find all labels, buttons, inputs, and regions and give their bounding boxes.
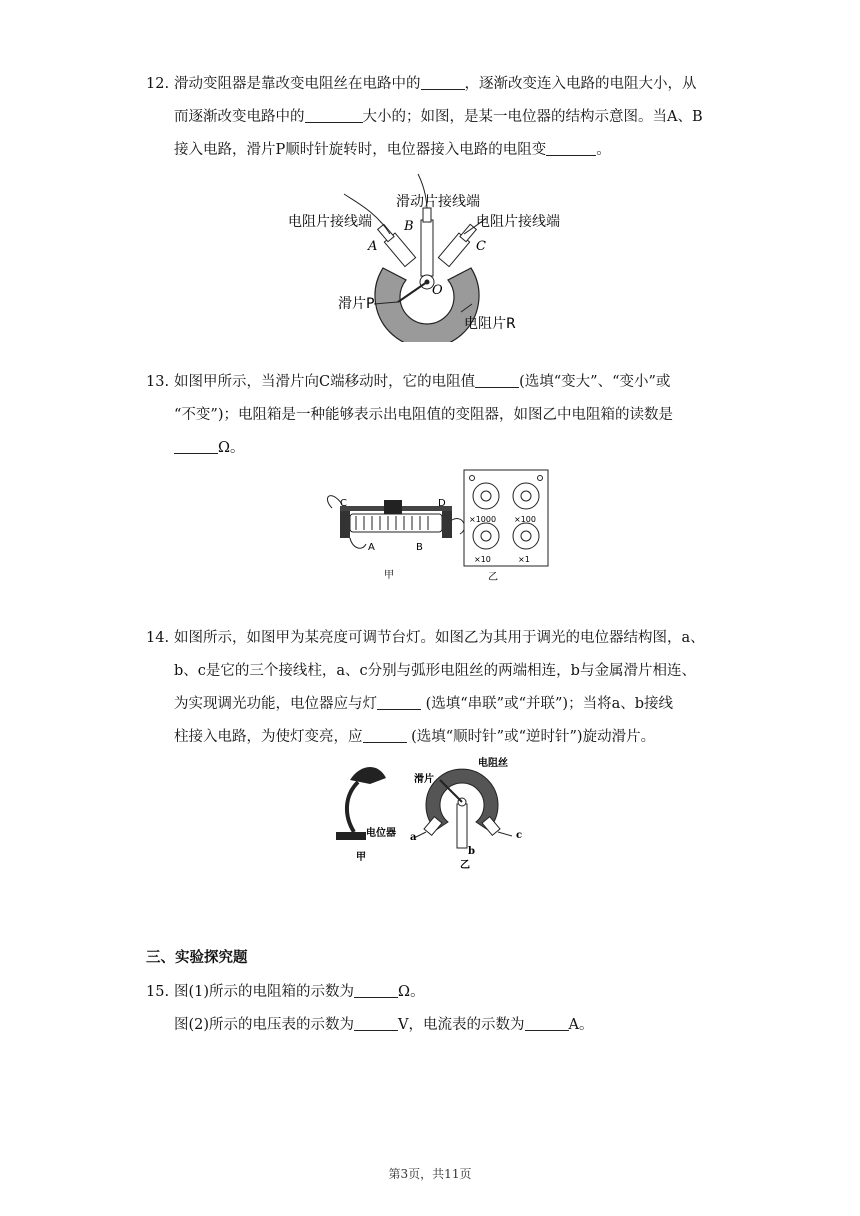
label-slider: 滑片 — [414, 774, 434, 785]
q12-text: 大小的；如图，是某一电位器的结构示意图。当A、B — [362, 109, 703, 125]
section-heading: 三、实验探究题 — [146, 949, 248, 966]
answer-blank[interactable] — [546, 139, 596, 156]
label-b: B — [404, 219, 414, 234]
q12-text: 滑动变阻器是靠改变电阻丝在电路中的 — [174, 76, 421, 92]
question-12 — [146, 68, 726, 167]
answer-blank[interactable] — [421, 73, 465, 90]
question-number: 15. — [146, 984, 170, 1000]
q14-text: 柱接入电路，为使灯变亮，应 — [174, 729, 363, 745]
label-c: c — [516, 830, 523, 841]
label-c: C — [340, 498, 347, 509]
answer-blank[interactable] — [305, 106, 363, 123]
label-x1000: ×1000 — [469, 515, 497, 524]
question-number: 14. — [146, 630, 170, 646]
q12-text: 接入电路，滑片P顺时针旋转时，电位器接入电路的电阻变 — [174, 142, 547, 158]
q12-text: 而逐渐改变电路中的 — [174, 109, 305, 125]
terminal-c — [438, 222, 478, 266]
q14-text: (选填“顺时针”或“逆时针”)旋动滑片。 — [406, 729, 656, 745]
q13-text: (选填“变大”、“变小”或 — [519, 374, 671, 390]
label-potentiometer: 电位器 — [366, 828, 396, 839]
label-res-terminal-right: 电阻片接线端 — [476, 214, 560, 230]
answer-blank[interactable] — [525, 1014, 569, 1031]
answer-blank[interactable] — [354, 1014, 398, 1031]
label-res-terminal-left: 电阻片接线端 — [288, 214, 372, 230]
question-13 — [146, 366, 726, 465]
page-footer: 第3页，共11页 — [388, 1167, 472, 1181]
answer-blank[interactable] — [377, 693, 421, 710]
label-d: D — [438, 498, 446, 509]
q15-text: 图(1)所示的电阻箱的示数为 — [174, 984, 355, 1000]
q12-text: 。 — [596, 142, 611, 158]
label-a: A — [368, 542, 375, 553]
label-c: C — [476, 239, 486, 254]
q13-text: “不变”)；电阻箱是一种能够表示出电阻值的变阻器，如图乙中电阻箱的读数是 — [174, 407, 673, 423]
label-jia: 甲 — [356, 852, 366, 863]
label-x10: ×10 — [474, 555, 491, 564]
q15-text: 图(2)所示的电压表的示数为 — [174, 1017, 355, 1033]
rheostat-figures — [322, 468, 552, 584]
label-wire: 电阻丝 — [478, 758, 508, 769]
answer-blank[interactable] — [174, 437, 218, 454]
question-number: 12. — [146, 76, 170, 92]
label-slide-terminal: 滑动片接线端 — [396, 194, 480, 210]
q13-text: Ω。 — [218, 440, 245, 456]
q15-text: A。 — [568, 1017, 594, 1033]
label-jia: 甲 — [384, 570, 394, 581]
question-14 — [146, 622, 726, 754]
answer-blank[interactable] — [363, 726, 407, 743]
label-x1: ×1 — [518, 555, 530, 564]
q14-text: b、c是它的三个接线柱，a、c分别与弧形电阻丝的两端相连，b与金属滑片相连、 — [174, 663, 696, 679]
q14-text: (选填“串联”或“并联”)；当将a、b接线 — [421, 696, 674, 712]
label-b: B — [416, 542, 423, 553]
q14-text: 为实现调光功能，电位器应与灯 — [174, 696, 377, 712]
q12-text: ，逐渐改变连入电路的电阻大小，从 — [464, 76, 697, 92]
q15-text: Ω。 — [398, 984, 425, 1000]
label-a: A — [368, 239, 378, 254]
label-yi: 乙 — [460, 860, 470, 871]
label-a: a — [410, 832, 417, 843]
q14-text: 如图所示，如图甲为某亮度可调节台灯。如图乙为其用于调光的电位器结构图，a、 — [174, 630, 705, 646]
answer-blank[interactable] — [475, 371, 519, 388]
dimmer-lamp-figures — [330, 756, 530, 872]
potentiometer-diagram — [286, 172, 586, 342]
slider-arm — [421, 220, 433, 276]
question-number: 13. — [146, 374, 170, 390]
label-b: b — [468, 846, 475, 857]
answer-blank[interactable] — [354, 981, 398, 998]
label-yi: 乙 — [488, 572, 498, 583]
label-o: O — [432, 283, 443, 298]
label-slider: 滑片P — [338, 296, 375, 312]
question-15 — [146, 976, 726, 1042]
q13-text: 如图甲所示，当滑片向C端移动时，它的电阻值 — [174, 374, 476, 390]
label-x100: ×100 — [514, 515, 536, 524]
q15-text: V，电流表的示数为 — [398, 1017, 525, 1033]
label-resistor: 电阻片R — [464, 316, 516, 332]
